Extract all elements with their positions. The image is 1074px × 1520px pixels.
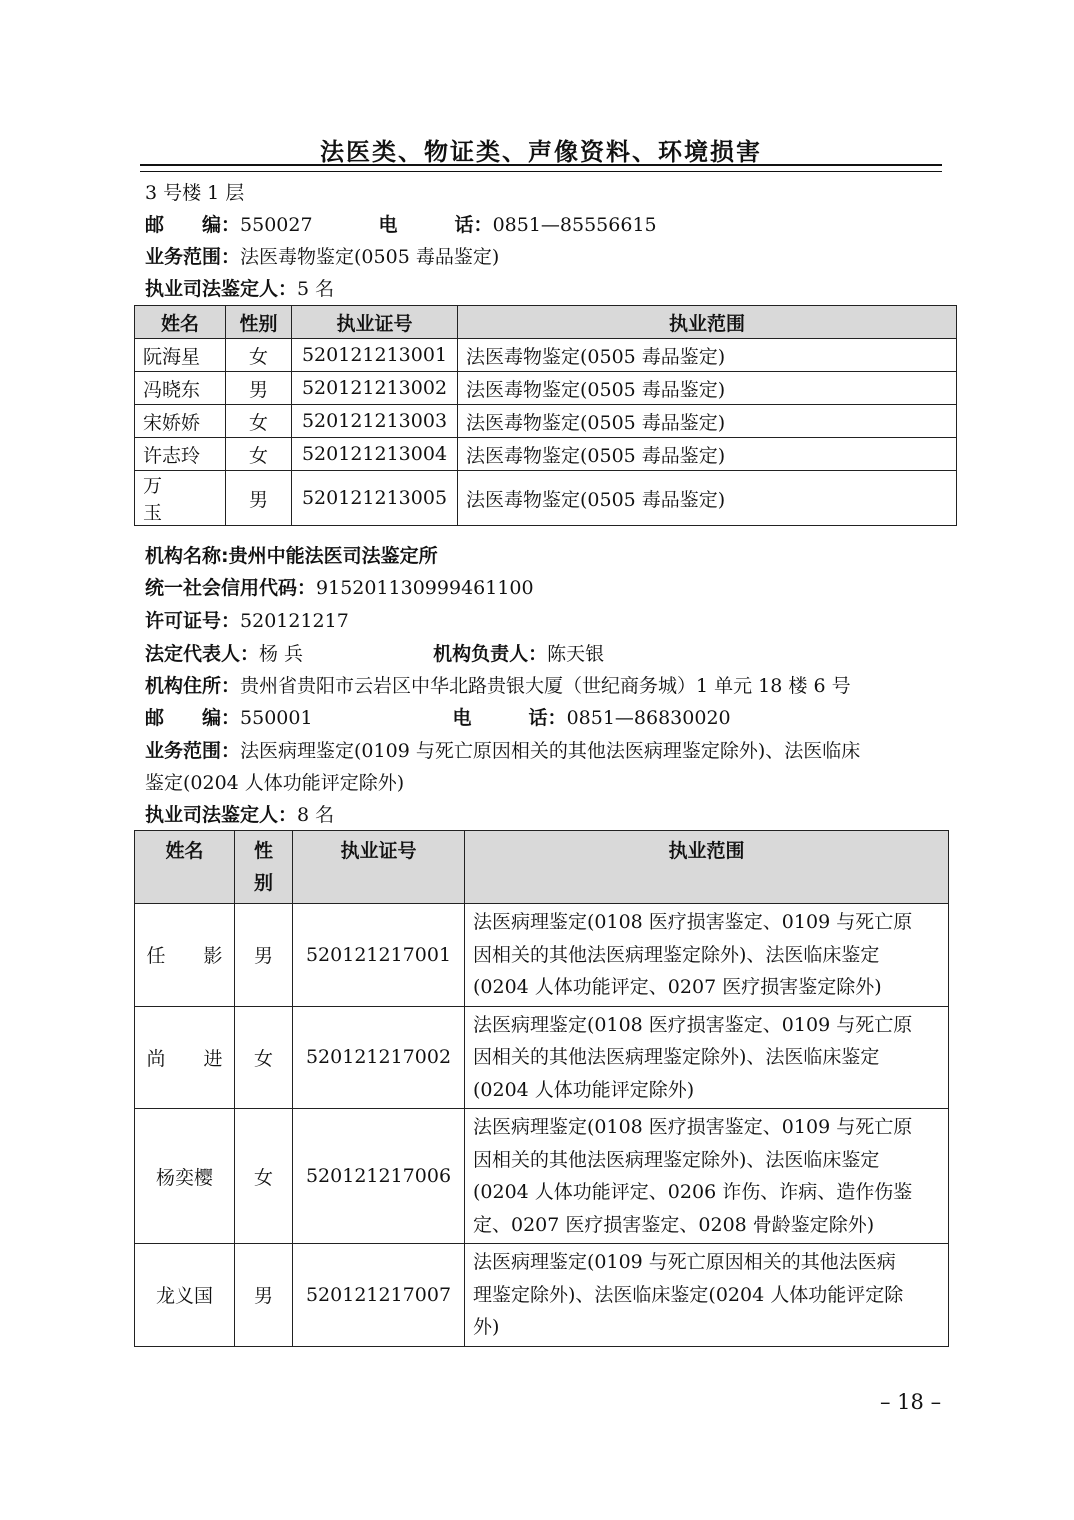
scope-line: 法医病理鉴定(0109 与死亡原因相关的其他法医病 bbox=[473, 1251, 896, 1273]
org-name-label: 机构名称: bbox=[145, 545, 229, 567]
cell-scope: 法医毒物鉴定(0505 毒品鉴定) bbox=[458, 339, 957, 372]
scope-line: 法医病理鉴定(0108 医疗损害鉴定、0109 与死亡原 bbox=[473, 911, 913, 933]
col-header-gender bbox=[235, 831, 293, 904]
col-header-scope: 执业范围 bbox=[465, 831, 949, 904]
cell-cert: 520121213003 bbox=[292, 405, 458, 438]
cell-gender: 男 bbox=[226, 372, 292, 405]
cell-cert: 520121217006 bbox=[293, 1109, 465, 1244]
scope-line: (0204 人体功能评定、0207 医疗损害鉴定除外) bbox=[473, 976, 882, 998]
phone-value: 0851—86830020 bbox=[566, 707, 731, 729]
scope-label: 业务范围： bbox=[145, 740, 241, 762]
org2-credit-line bbox=[145, 572, 534, 604]
org2-count-line bbox=[145, 799, 334, 831]
license-label: 许可证号： bbox=[145, 610, 241, 632]
cell-cert: 520121217002 bbox=[293, 1006, 465, 1109]
table-row bbox=[135, 471, 957, 526]
postal-label: 邮 编： bbox=[145, 214, 241, 236]
col-header-scope: 执业范围 bbox=[458, 306, 957, 339]
scope-line: 法医病理鉴定(0108 医疗损害鉴定、0109 与死亡原 bbox=[473, 1013, 913, 1036]
table-row bbox=[135, 372, 957, 405]
cell-name: 杨奕樱 bbox=[135, 1109, 235, 1244]
org1-appraisers-table bbox=[134, 305, 957, 526]
phone-value: 0851—85556615 bbox=[492, 214, 657, 236]
org2-license-line bbox=[145, 605, 349, 637]
col-header-gender-text: 性别 bbox=[253, 840, 273, 894]
postal-label: 邮 编： bbox=[145, 707, 241, 729]
cell-gender: 女 bbox=[235, 1109, 293, 1244]
org2-scope-line-2: 鉴定(0204 人体功能评定除外) bbox=[145, 772, 405, 794]
cell-scope bbox=[465, 1244, 949, 1347]
scope-line: 法医病理鉴定(0108 医疗损害鉴定、0109 与死亡原 bbox=[473, 1116, 913, 1138]
credit-label: 统一社会信用代码： bbox=[145, 577, 317, 599]
phone-label: 电 话： bbox=[378, 214, 493, 236]
cell-gender: 女 bbox=[226, 405, 292, 438]
cell-scope: 法医毒物鉴定(0505 毒品鉴定) bbox=[458, 372, 957, 405]
header-rule-thin bbox=[140, 171, 942, 172]
cell-scope: 法医毒物鉴定(0505 毒品鉴定) bbox=[458, 438, 957, 471]
org-name-value: 贵州中能法医司法鉴定所 bbox=[228, 545, 438, 567]
cell-name: 万 玉 bbox=[135, 471, 226, 526]
org2-address-line bbox=[145, 670, 851, 702]
count-label: 执业司法鉴定人： bbox=[145, 278, 298, 300]
cell-name: 尚 进 bbox=[135, 1006, 235, 1109]
scope-line: 因相关的其他法医病理鉴定除外)、法医临床鉴定 bbox=[473, 943, 880, 966]
cell-gender: 男 bbox=[235, 904, 293, 1007]
cell-cert: 520121217007 bbox=[293, 1244, 465, 1347]
count-value: 5 名 bbox=[297, 278, 335, 300]
postal-value: 550027 bbox=[240, 214, 313, 236]
scope-line: (0204 人体功能评定、0206 诈伤、诈病、造作伤鉴 bbox=[473, 1181, 913, 1203]
rep-value: 杨 兵 bbox=[259, 643, 304, 665]
org1-address-continued: 3 号楼 1 层 bbox=[145, 182, 245, 204]
cell-scope: 法医毒物鉴定(0505 毒品鉴定) bbox=[458, 471, 957, 526]
table-row bbox=[135, 904, 949, 1007]
cell-name: 许志玲 bbox=[135, 438, 226, 471]
cell-gender: 男 bbox=[235, 1244, 293, 1347]
org2-appraisers-table bbox=[134, 830, 949, 1347]
col-header-cert: 执业证号 bbox=[293, 831, 465, 904]
postal-value: 550001 bbox=[240, 707, 313, 729]
address-value: 贵州省贵阳市云岩区中华北路贵银大厦（世纪商务城）1 单元 18 楼 6 号 bbox=[240, 675, 851, 697]
table-row bbox=[135, 1109, 949, 1244]
table-header-row bbox=[135, 306, 957, 339]
cell-cert: 520121217001 bbox=[293, 904, 465, 1007]
cell-cert: 520121213001 bbox=[292, 339, 458, 372]
scope-value: 法医毒物鉴定(0505 毒品鉴定) bbox=[240, 246, 500, 268]
count-label: 执业司法鉴定人： bbox=[145, 804, 298, 826]
cell-scope bbox=[465, 1006, 949, 1109]
scope-label: 业务范围： bbox=[145, 246, 241, 268]
scope-line: 因相关的其他法医病理鉴定除外)、法医临床鉴定 bbox=[473, 1148, 880, 1171]
table-row bbox=[135, 405, 957, 438]
page-number: – 18 – bbox=[880, 1390, 942, 1414]
cell-cert: 520121213002 bbox=[292, 372, 458, 405]
scope-value-1: 法医病理鉴定(0109 与死亡原因相关的其他法医病理鉴定除外)、法医临床 bbox=[240, 740, 861, 762]
cell-scope: 法医毒物鉴定(0505 毒品鉴定) bbox=[458, 405, 957, 438]
cell-name: 冯晓东 bbox=[135, 372, 226, 405]
scope-line: 外) bbox=[473, 1316, 500, 1338]
org2-rep-line bbox=[145, 638, 604, 670]
scope-line: (0204 人体功能评定除外) bbox=[473, 1078, 695, 1101]
table-header-row bbox=[135, 831, 949, 904]
cell-name: 阮海星 bbox=[135, 339, 226, 372]
org2-scope-line bbox=[145, 735, 860, 767]
cell-cert: 520121213004 bbox=[292, 438, 458, 471]
cell-gender: 男 bbox=[226, 471, 292, 526]
table-row bbox=[135, 438, 957, 471]
col-header-name: 姓名 bbox=[135, 831, 235, 904]
head-label: 机构负责人： bbox=[433, 643, 548, 665]
col-header-name: 姓名 bbox=[135, 306, 226, 339]
phone-label: 电 话： bbox=[452, 707, 567, 729]
header-rule-thick bbox=[140, 164, 942, 166]
org2-name-line bbox=[145, 540, 438, 572]
table-row bbox=[135, 1006, 949, 1109]
address-label: 机构住所： bbox=[145, 675, 241, 697]
org1-scope-line bbox=[145, 241, 499, 273]
org1-contact-line bbox=[145, 209, 657, 241]
cell-cert: 520121213005 bbox=[292, 471, 458, 526]
page-header-title: 法医类、物证类、声像资料、环境损害 bbox=[320, 138, 762, 166]
scope-line: 因相关的其他法医病理鉴定除外)、法医临床鉴定 bbox=[473, 1046, 880, 1068]
col-header-cert: 执业证号 bbox=[292, 306, 458, 339]
cell-gender: 女 bbox=[235, 1006, 293, 1109]
col-header-gender: 性别 bbox=[226, 306, 292, 339]
cell-scope bbox=[465, 904, 949, 1007]
scope-line: 理鉴定除外)、法医临床鉴定(0204 人体功能评定除 bbox=[473, 1283, 904, 1306]
org1-count-line bbox=[145, 273, 334, 305]
table-row bbox=[135, 339, 957, 372]
credit-value: 915201130999461100 bbox=[316, 577, 534, 599]
rep-label: 法定代表人： bbox=[145, 643, 260, 665]
table-row bbox=[135, 1244, 949, 1347]
cell-name: 任 影 bbox=[135, 904, 235, 1007]
head-value: 陈天银 bbox=[547, 643, 605, 665]
license-value: 520121217 bbox=[240, 610, 349, 632]
cell-gender: 女 bbox=[226, 339, 292, 372]
org2-contact-line bbox=[145, 702, 731, 734]
cell-gender: 女 bbox=[226, 438, 292, 471]
cell-name: 龙义国 bbox=[135, 1244, 235, 1347]
scope-line: 定、0207 医疗损害鉴定、0208 骨龄鉴定除外) bbox=[473, 1213, 875, 1236]
cell-name: 宋娇娇 bbox=[135, 405, 226, 438]
cell-scope bbox=[465, 1109, 949, 1244]
count-value: 8 名 bbox=[297, 804, 335, 826]
